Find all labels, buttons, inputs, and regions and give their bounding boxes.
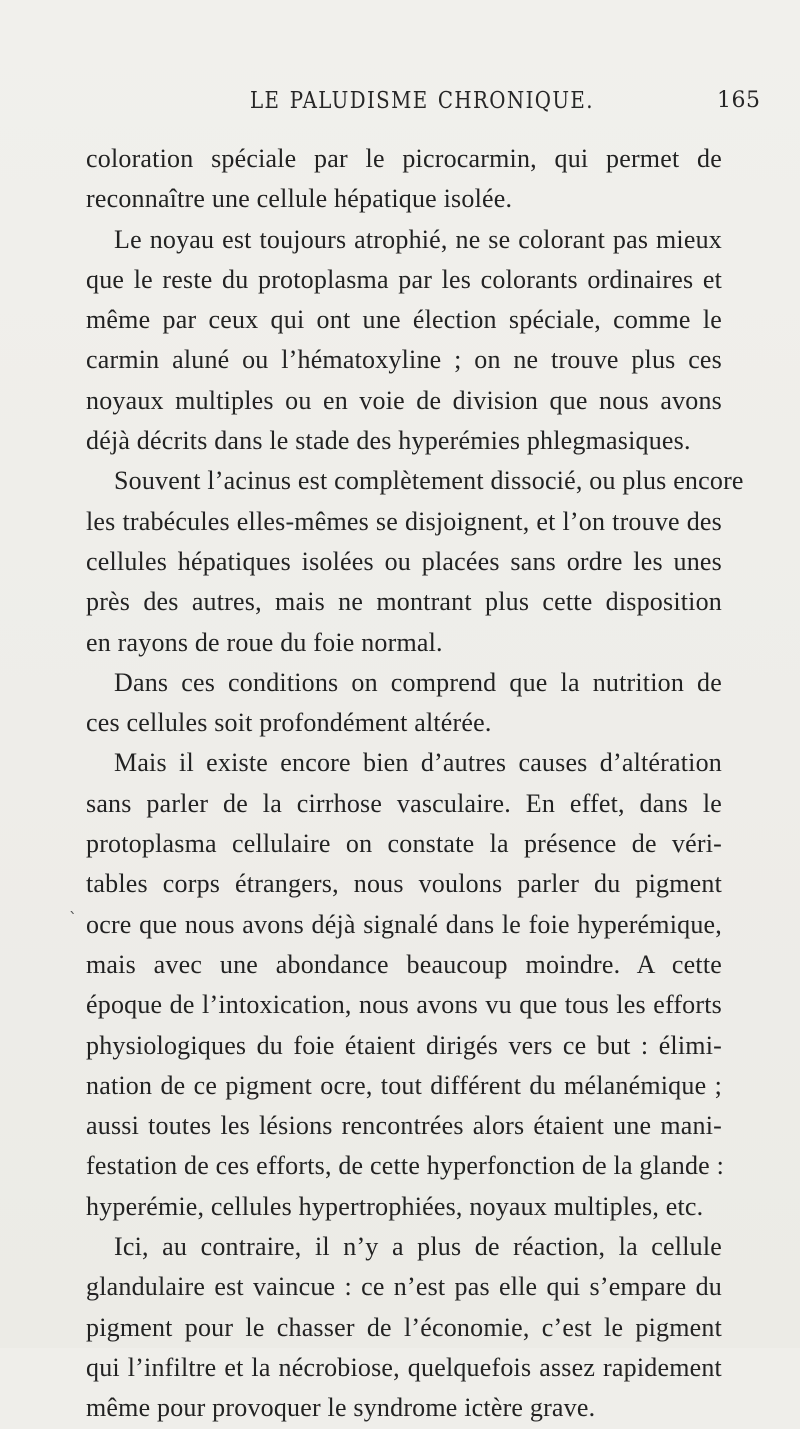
text-line: Souvent l’acinus est complètement dissocié, ou plus encore (114, 466, 744, 496)
text-line: sans parler de la cirrhose vasculaire. En effet, dans le (86, 788, 722, 818)
text-line: Ici, au contraire, il n’y a plus de réaction, la cellule (114, 1232, 722, 1262)
text-line: déjà décrits dans le stade des hyperémies phlegmasiques. (86, 426, 691, 456)
text-line: hyperémie, cellules hypertrophiées, noyaux multiples, etc. (86, 1191, 704, 1221)
text-line: Mais il existe encore bien d’autres causes d’altération (114, 748, 722, 778)
text-line: tables corps étrangers, nous voulons parler du pigment (86, 869, 722, 899)
text-line: même par ceux qui ont une élection spéciale, comme le (86, 305, 722, 335)
text-line: noyaux multiples ou en voie de division que nous avons (86, 385, 722, 415)
text-line: Le noyau est toujours atrophié, ne se colorant pas mieux (114, 224, 722, 254)
text-line: Dans ces conditions on comprend que la nutrition de (114, 667, 722, 697)
text-line: aussi toutes les lésions rencontrées alors étaient une mani- (86, 1111, 722, 1141)
text-line: les trabécules elles-mêmes se disjoignent, et l’on trouve des (86, 506, 722, 536)
text-line: mais avec une abondance beaucoup moindre. A cette (86, 949, 722, 979)
text-line: physiologiques du foie étaient dirigés vers ce but : élimi- (86, 1030, 722, 1060)
text-line: reconnaître une cellule hépatique isolée. (86, 184, 513, 214)
text-line: même pour provoquer le syndrome ictère grave. (86, 1393, 596, 1423)
text-line: festation de ces efforts, de cette hyperfonction de la glande : (86, 1151, 725, 1181)
text-line: protoplasma cellulaire on constate la présence de véri- (86, 829, 722, 859)
text-line: en rayons de roue du foie normal. (86, 627, 443, 657)
text-line: que le reste du protoplasma par les colorants ordinaires et (86, 264, 722, 294)
text-line: ces cellules soit profondément altérée. (86, 708, 492, 738)
text-line: glandulaire est vaincue : ce n’est pas elle qui s’empare du (86, 1272, 722, 1302)
text-line: qui l’infiltre et la nécrobiose, quelquefois assez rapidement (86, 1352, 722, 1382)
text-line: coloration spéciale par le picrocarmin, qui permet de (86, 144, 722, 173)
text-line: près des autres, mais ne montrant plus cette disposition (86, 587, 722, 617)
text-line: ocre que nous avons déjà signalé dans le foie hyperémique, (86, 909, 722, 939)
margin-tick-mark: ˋ (69, 909, 77, 928)
text-line: cellules hépatiques isolées ou placées sans ordre les unes (86, 546, 722, 576)
running-title: LE PALUDISME CHRONIQUE. (250, 88, 594, 114)
text-line: carmin aluné ou l’hématoxyline ; on ne trouve plus ces (86, 345, 722, 375)
body-text (86, 139, 744, 1429)
page-number: 165 (717, 88, 761, 113)
text-line: époque de l’intoxication, nous avons vu que tous les efforts (86, 990, 722, 1020)
text-line: pigment pour le chasser de l’économie, c’est le pigment (86, 1312, 722, 1342)
text-line: nation de ce pigment ocre, tout différent du mélanémique ; (86, 1070, 722, 1100)
page-header (0, 88, 800, 124)
